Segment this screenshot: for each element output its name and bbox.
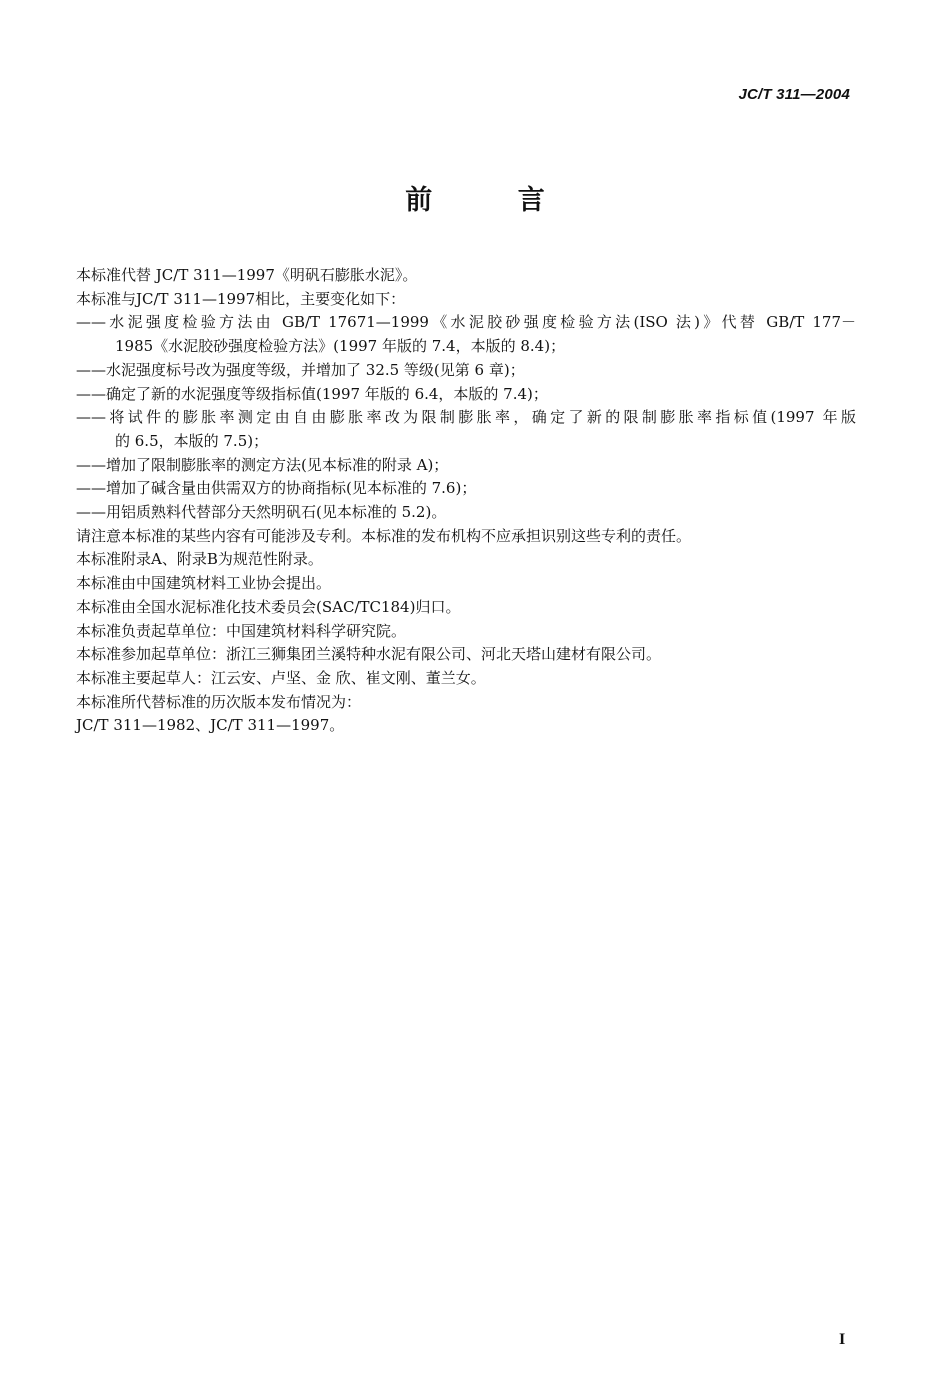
foreword-body [76,264,856,738]
paragraph-patent-notice: 请注意本标准的某些内容有可能涉及专利。本标准的发布机构不应承担识别这些专利的责任。 [76,526,692,545]
page-number: I [839,1331,846,1348]
list-item-strength-test-method-cont: 1985《水泥胶砂强度检验方法》(1997 年版的 7.4，本版的 8.4)； [115,337,566,356]
paragraph-history-versions: JC/T 311—1982、JC/T 311—1997。 [76,716,345,735]
list-item-strength-test-method: ——水泥强度检验方法由 GB/T 17671—1999《水泥胶砂强度检验方法(ISO 法)》代替 GB/T 177－ [76,313,856,332]
paragraph-technical-committee: 本标准由全国水泥标准化技术委员会(SAC/TC184)归口。 [76,597,461,616]
paragraph-annexes: 本标准附录A、附录B为规范性附录。 [76,550,323,569]
list-item-alkali-content: ——增加了碱含量由供需双方的协商指标(见本标准的 7.6)； [76,479,477,498]
paragraph-replaces: 本标准代替 JC/T 311—1997《明矾石膨胀水泥》。 [76,266,418,284]
list-item-expansion-method: ——增加了限制膨胀率的测定方法(见本标准的附录 A)； [76,455,449,474]
page-title: 前 言 [405,185,583,216]
paragraph-participating-drafters: 本标准参加起草单位：浙江三狮集团兰溪特种水泥有限公司、河北天塔山建材有限公司。 [76,645,662,664]
paragraph-changes-intro: 本标准与JC/T 311—1997相比，主要变化如下： [76,289,406,308]
paragraph-history-intro: 本标准所代替标准的历次版本发布情况为： [76,692,362,711]
list-item-aluminous-clinker: ——用铝质熟料代替部分天然明矾石(见本标准的 5.2)。 [76,503,447,522]
paragraph-responsible-drafter: 本标准负责起草单位：中国建筑材料科学研究院。 [76,621,407,640]
paragraph-proposed-by: 本标准由中国建筑材料工业协会提出。 [76,574,332,593]
list-item-strength-values: ——确定了新的水泥强度等级指标值(1997 年版的 6.4，本版的 7.4)； [76,384,548,403]
list-item-expansion-rate-cont: 的 6.5，本版的 7.5)； [115,431,269,450]
list-item-strength-grade: ——水泥强度标号改为强度等级，并增加了 32.5 等级(见第 6 章)； [76,360,525,379]
list-item-expansion-rate: ——将试件的膨胀率测定由自由膨胀率改为限制膨胀率，确定了新的限制膨胀率指标值(1997 年版 [76,408,856,427]
paragraph-main-drafters: 本标准主要起草人：江云安、卢坚、金 欣、崔文刚、董兰女。 [76,668,486,687]
standard-number: JC/T 311—2004 [738,86,850,103]
